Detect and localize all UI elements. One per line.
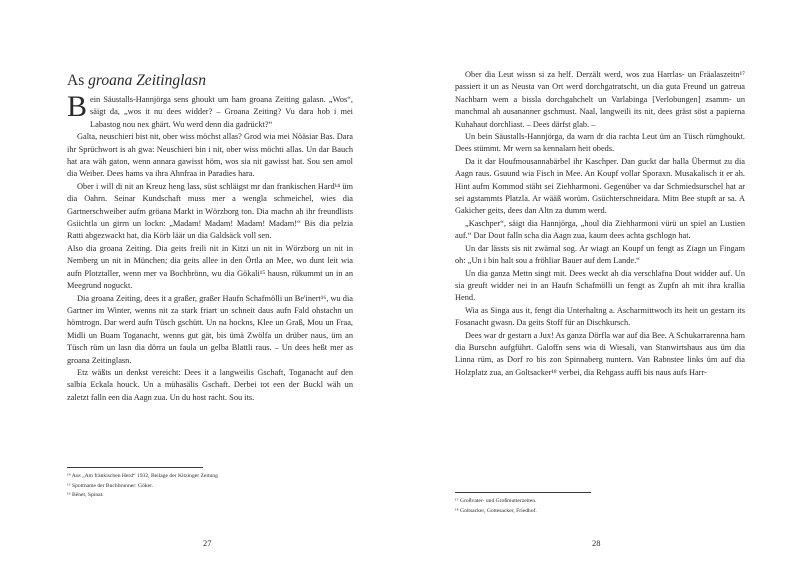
paragraph: Ober dia Leut wissn si za helf. Derzält werd, wos zua Harrlas- un Fräalaszeitn¹⁷ passiert it un as Neusta van Ort werd dorchgatratscht, un dia guta Freund un gatreua Nachbarn wem a bissla dorchgahchelt un Varlabinga [Verlobungen] zsamm- un manchmal ah ausananner gschmust. Naal, langweili its nit, dees gräst söst a papierna Kuhahaut dorchliast. – Dees därfst glab. – [455, 70, 745, 129]
paragraph: Dia groana Zeiting, dees it a graßer, graßer Haufn Schafmölli un Be'inert¹⁶, wu dia Gartner im Winter, wenns nit za stark friart un schneit daus aufn Fald ohstachn un hömtrogn. Dar werd aufn Tüsch gschütt. Un na hockns, Klee un Graß, Mou un Fraa, Midli un Buam Toganacht, wenns gut gät, bis ümä Zwölfa un drüber naus, üm an Tüsch rüm un lasn dia dörra un faula un gelba Blattli raus. – Un dees heßt mer as groana Zeitinglasn. [67, 293, 353, 365]
paragraph: Ober i will di nit an Kreuz heng lass, süst schläigst mr dan frankischen Hard¹⁴ üm dia Oahrn. Seinar Kundschaft muss mer a wengla schmeichel, wies dia Gartnerschweiber aufm gröana Markt in Wörzborg ton. Dia machn ah ihr freundlists Gsiichtla un girrn un lockn: „Madam! Madam! Madam! Madam!“ Bis dia pelzia Ratti abgezwackt hat, dia Körb läär un dia Galdsäck voll sen. [67, 181, 353, 241]
right-footnotes [455, 497, 537, 516]
paragraph: Un bein Säustalls-Hannjörga, da warn dr dia rachta Leut üm an Tüsch rümghoukt. Dees stümmt. Mr wern sa kennalarn heit obeds. [455, 132, 745, 154]
page-number-left: 27 [203, 538, 212, 548]
paragraph: „Kaschper“, säigt dia Hannjörga, „houl dia Ziehharmoni vürü un spiel an Lustien auf.“ Dar Dout falln scha dia Aagn zua, kaum dees achta gschlogn hat. [455, 218, 745, 241]
paragraph: ein Säustalls-Hannjörga sens ghoukt um ham groana Zeiting galasn. „Wos“, säigt da, „wos it nu dees widder? – Groana Zeiting? Vu dara hob i mei Labastog nou nex ghärt. Wu werd denn dia gadrückt?“ [90, 95, 353, 129]
footnote: ¹⁵ Spottname der Buchbrunner: Göker. [67, 482, 154, 489]
footnote-divider [67, 467, 203, 468]
footnote: ¹⁸ Goltsacker, Gottesacker, Friedhof. [455, 507, 537, 514]
footnote: ¹⁴ Aus „Am fränkischen Herd“ 1932, Beilage der Kitzinger Zeitung [67, 473, 218, 479]
right-body-text [455, 69, 745, 379]
footnote: ¹⁷ Großvater- und Großmutterzeiten. [455, 498, 537, 504]
paragraph: Galta, neuschieri bist nit, ober wiss möchst allas? Grod wia mei Nöäsiar Bas. Dara ihr Sprüchwort is ah gwa: Neuschieri bin i nit, ober wiss möchti allas. Un dar Bauch hat ara wäh gaton, wenn annara gawisst höm, wos sia nit gawisst hat. Sou sen amol dia Weiber. Dees hams va ihra Ahnfraa in Paradies hara. [67, 132, 353, 179]
page-number-right: 28 [592, 538, 601, 548]
paragraph: Un dar lässts sis nit zwämal sog. Ar wiagt an Koupf un fengt as Ziagn un Fingam oh: „Un i bin halt sou a fröhliar Bauer auf dem Lande.“ [455, 243, 745, 266]
paragraph: Also dia groana Zeiting. Dia geits freili nit in Kitzi un nit in Wörzborg un nit in Nemberg un nit in München; dia geits allee in den Örtla an Mee, wo dunt leit wia aufn Plotztaller, wenn mer va Bochbrönn, wu dia Gökali¹⁵ hausn, rükummt un in an Meegrund noguckt. [67, 243, 353, 291]
paragraph: Etz wäßts un denkst vereicht: Dees it a langweilis Gschaft, Toganacht auf den salbia Eckala houck. Un a mühasälis Gschaft. Derbei tot een der Buckl wäh un zaletzt falln een dia Aagn zua. Un du host racht. Sou its. [67, 367, 353, 402]
paragraph: Wia as Singa aus it, fengt dia Unterhaltng a. Ascharmittwoch its heit un gestarn its Fosanacht gwasn. Da geits Stoff für an Dischkursch. [455, 305, 745, 328]
footnote: ¹⁶ Bënet, Spinat. [67, 492, 104, 499]
paragraph: Da it dar Houfmousannabärbel ihr Kaschper. Dan guckt dar halla Übermut zu dia Aagn raus. Gsuund wia Fisch in Mee. An Koupf vollar Sporaxn. Musakalisch it er ah. Hint aufm Kommod stäht sei Ziehharmoni. Gegenüber va dar Schmiedsurschel hat ar sei agstammts Platzla. Ar wääß worüm. Gsüchterschneidara. Mitn Bee stupft ar sa. A Gakicher geits, dees dan Altn za dumm werd. [455, 156, 745, 216]
left-footnotes [67, 472, 218, 501]
left-body-text [67, 90, 353, 404]
chapter-title [67, 72, 206, 90]
paragraph: Un dia ganza Mettn singt mit. Dees weckt ah dia verschlafna Dout widder auf. Un sia greuft widder nei in an Haufn Schafmölli un fengt as Zupfn ah mit ihra krallia Hend. [455, 268, 745, 303]
paragraph: Dees war dr gestarn a Jux! As ganza Dörfla war auf dia Bee. A Schukarrarenna ham dia Burschn aufgführt. Galoffn sens wia di Wiesali, van Stanwirtshaus aus üm dia Linna rüm, as Dorf ro bis zon Spinnaberg nuntern. Van Rabnstee links üm auf dia Holzplatz zua, an Goltsacker¹⁸ verbei, dia Rehgass auffi bis naus aufs Harr- [455, 330, 745, 377]
footnote-divider [455, 492, 591, 493]
title-prefix: As [67, 72, 89, 89]
right-page [400, 0, 800, 566]
drop-cap: B [67, 90, 88, 123]
title-italic: groana Zeitinglasn [88, 72, 206, 89]
